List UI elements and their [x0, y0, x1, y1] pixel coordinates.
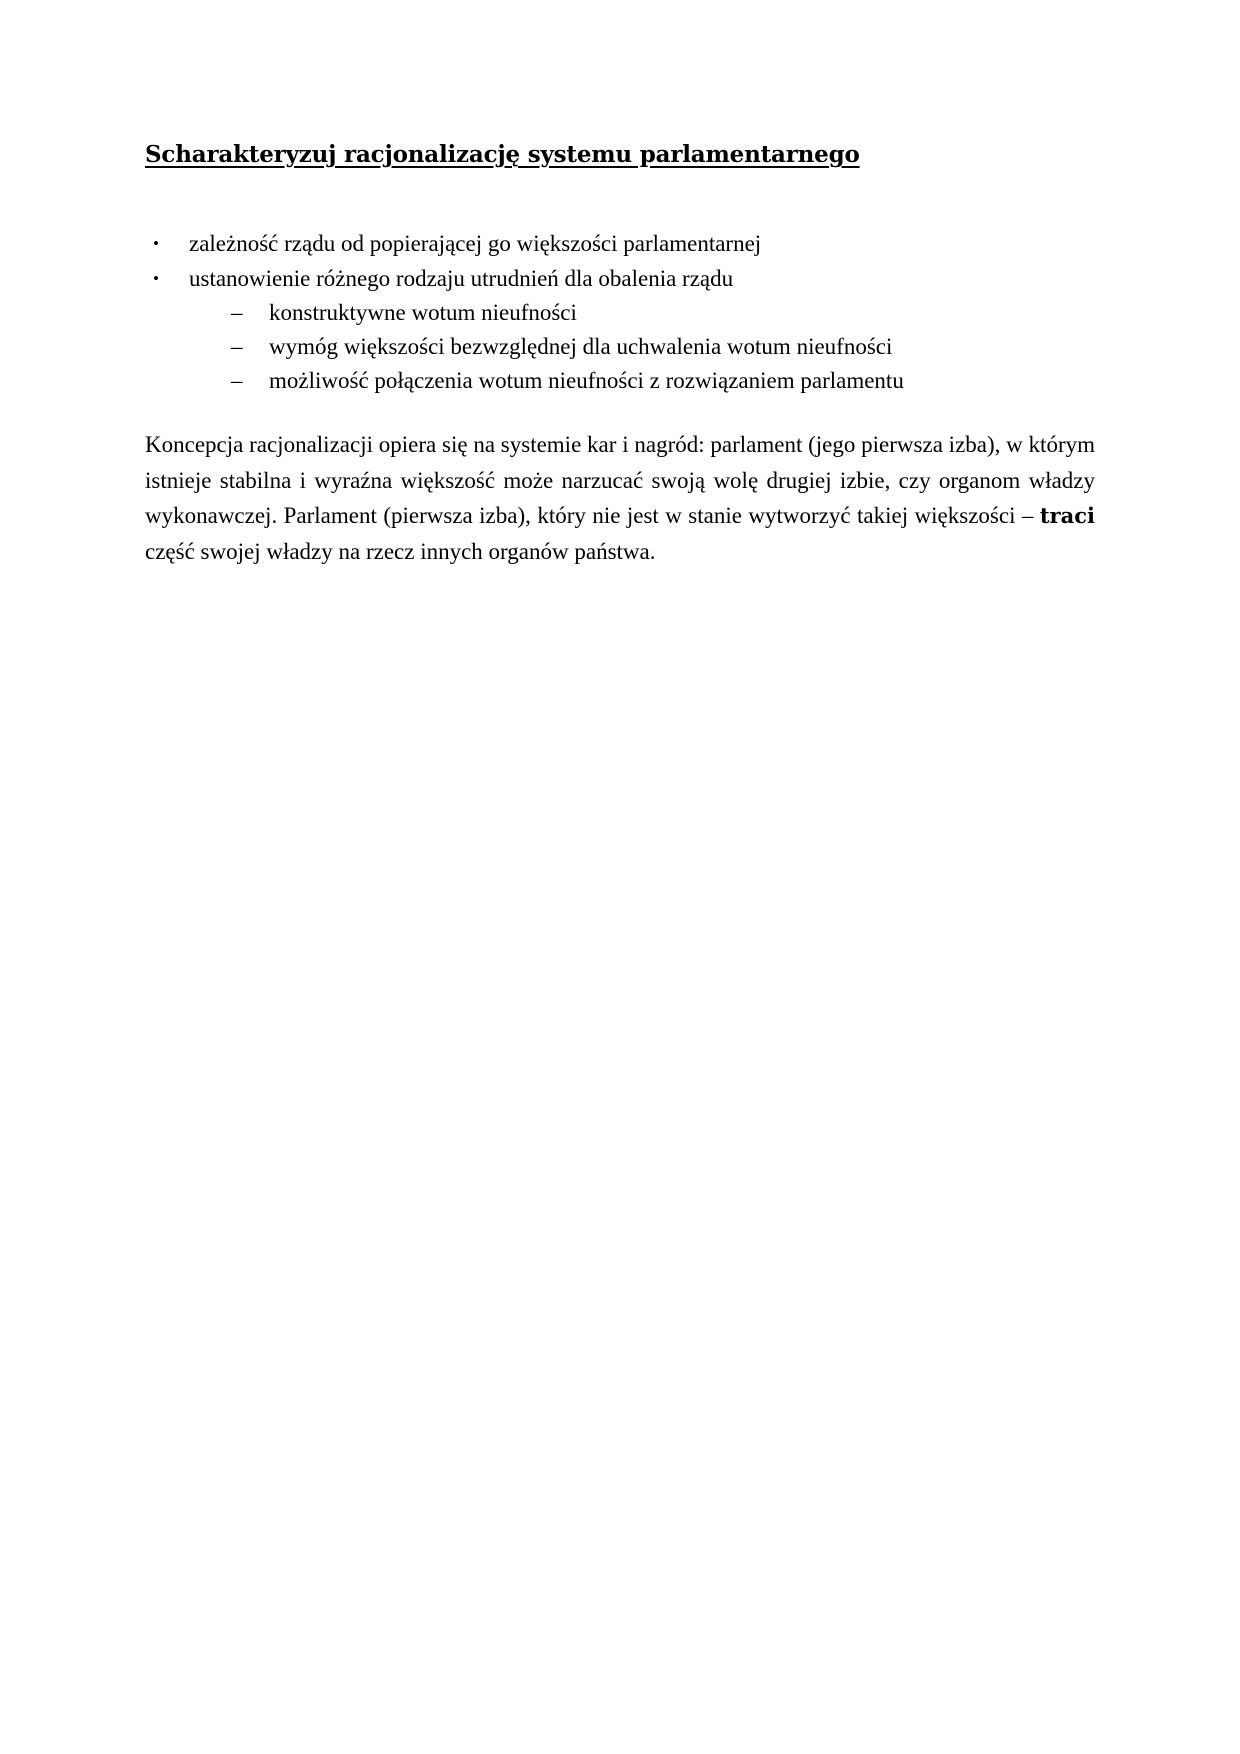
dash-marker-icon: – — [231, 367, 243, 393]
list-item — [145, 263, 1095, 398]
bullet-marker-icon: • — [153, 268, 159, 288]
dash-marker-icon: – — [231, 333, 243, 359]
sub-list-item-label: możliwość połączenia wotum nieufności z rozwiązaniem parlamentu — [269, 367, 904, 393]
list-item — [145, 228, 1095, 261]
bullet-marker-icon: • — [153, 233, 159, 253]
bullet-list — [145, 228, 1095, 397]
dash-marker-icon: – — [231, 300, 243, 326]
sub-list-item-label: konstruktywne wotum nieufności — [269, 300, 577, 326]
list-item-label: ustanowienie różnego rodzaju utrudnień dla obalenia rządu — [189, 265, 734, 291]
sub-list-item — [189, 365, 1095, 398]
sub-list-item — [189, 297, 1095, 330]
list-item-label: zależność rządu od popierającej go większości parlamentarnej — [189, 230, 762, 256]
sub-list-item-label: wymóg większości bezwzględnej dla uchwalenia wotum nieufności — [269, 333, 893, 359]
paragraph-emphasis: traci — [1039, 503, 1095, 529]
body-paragraph — [145, 427, 1095, 570]
sub-list — [189, 297, 1095, 397]
sub-list-item — [189, 331, 1095, 364]
paragraph-text-part1: Koncepcja racjonalizacji opiera się na systemie kar i nagród: parlament (jego pierwsza izba), w którym istnieje stabilna i wyraźna większość może narzucać swoją wolę drugiej izbie, czy organom władzy wykonawczej. Parlament (pierwsza izba), który nie jest w stanie wytworzyć takiej większości – — [145, 432, 1095, 529]
paragraph-text-part2: część swojej władzy na rzecz innych organów państwa. — [145, 539, 656, 565]
page-title: Scharakteryzuj racjonalizację systemu parlamentarnego — [145, 141, 860, 168]
